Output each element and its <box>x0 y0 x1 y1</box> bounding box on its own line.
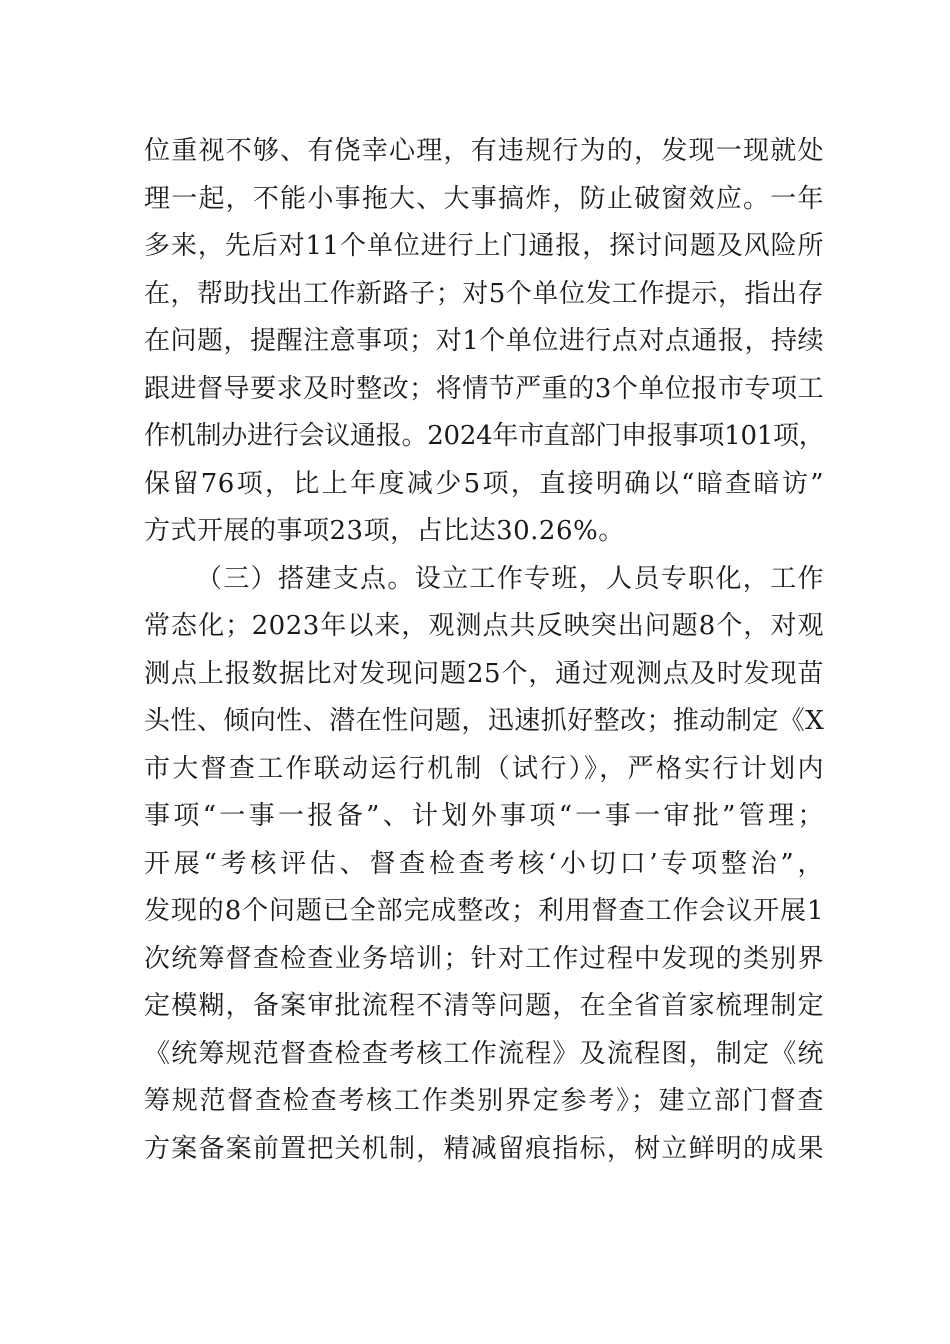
text-line: 理一起，不能小事拖大、大事搞炸，防止破窗效应。一年 <box>144 183 824 214</box>
text-line: 发现的8个问题已全部完成整改；利用督查工作会议开展1 <box>144 896 824 926</box>
text-line: 在问题，提醒注意事项；对1个单位进行点对点通报，持续 <box>144 326 824 356</box>
text-line: 多来，先后对11个单位进行上门通报，探讨问题及风险所 <box>144 231 824 261</box>
text-line: 筹规范督查检查考核工作类别界定参考》；建立部门督查 <box>144 1086 824 1116</box>
text-line: 次统筹督查检查业务培训；针对工作过程中发现的类别界 <box>144 943 824 974</box>
text-line: 方式开展的事项23项，占比达30.26%。 <box>144 516 625 546</box>
text-line: 在，帮助找出工作新路子；对5个单位发工作提示，指出存 <box>144 278 824 309</box>
text-line: 跟进督导要求及时整改；将情节严重的3个单位报市专项工 <box>144 373 824 404</box>
text-line: 定模糊，备案审批流程不清等问题，在全省首家梳理制定 <box>144 991 824 1021</box>
text-line: 开展“考核评估、督查检查考核‘小切口’专项整治”， <box>144 848 824 879</box>
text-line: 方案备案前置把关机制，精减留痕指标，树立鲜明的成果 <box>144 1133 824 1164</box>
text-line: 保留76项，比上年度减少5项，直接明确以“暗查暗访” <box>144 468 824 499</box>
text-line: 位重视不够、有侥幸心理，有违规行为的，发现一现就处 <box>144 136 824 166</box>
text-line: 测点上报数据比对发现问题25个，通过观测点及时发现苗 <box>144 658 824 689</box>
text-line: 事项“一事一报备”、计划外事项“一事一审批”管理； <box>144 801 824 831</box>
text-line: 市大督查工作联动运行机制（试行）》，严格实行计划内 <box>144 753 824 784</box>
section-heading-line: （三）搭建支点。设立工作专班，人员专职化，工作 <box>196 563 824 594</box>
text-line: 头性、倾向性、潜在性问题，迅速抓好整改；推动制定《X <box>144 706 824 736</box>
text-line: 《统筹规范督查检查考核工作流程》及流程图，制定《统 <box>144 1038 824 1069</box>
text-line: 作机制办进行会议通报。2024年市直部门申报事项101项， <box>144 421 825 451</box>
text-line: 常态化；2023年以来，观测点共反映突出问题8个，对观 <box>144 611 824 641</box>
document-body <box>144 128 824 1173</box>
